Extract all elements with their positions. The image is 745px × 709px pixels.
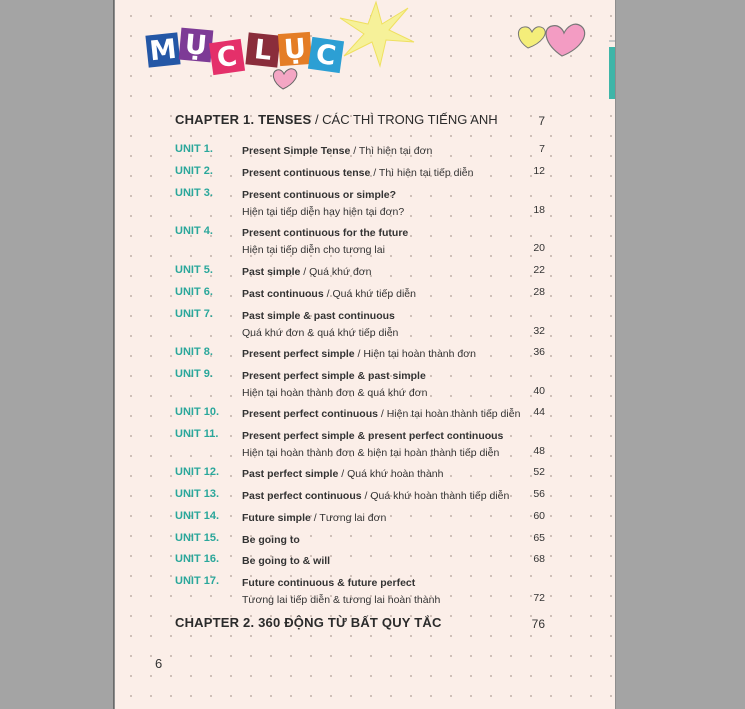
toc-entry[interactable]: UNIT 2. Present continuous tense / Thì hiện tại tiếp diễn 12 [175, 165, 545, 179]
unit-page: 48 [533, 445, 545, 457]
unit-title-en: Present continuous for the future [242, 227, 409, 239]
toc-entry[interactable]: UNIT 12. Past perfect simple / Quá khứ hoàn thành 52 [175, 466, 545, 480]
unit-title-en: Be going to [242, 534, 300, 546]
unit-page: 72 [533, 592, 545, 604]
unit-title-en: Be going to & will [242, 555, 331, 567]
title-letter: C [209, 39, 245, 75]
unit-title-vn-line2: Hiện tại hoàn thành đơn & quá khứ đơn [242, 387, 428, 399]
chapter-2-page: 76 [531, 617, 545, 631]
unit-title-vn: Quá khứ hoàn thành tiếp diễn [370, 490, 510, 502]
toc-entry[interactable]: UNIT 14. Future simple / Tương lai đơn 60 [175, 510, 545, 524]
unit-title-en: Future simple [242, 512, 311, 524]
unit-label: UNIT 10. [175, 406, 220, 418]
unit-title-en: Past perfect continuous [242, 490, 362, 502]
unit-label: UNIT 5. [175, 264, 213, 276]
unit-title-vn-line2: Tương lai tiếp diễn & tương lai hoàn thành [242, 594, 441, 606]
unit-title-vn: Quá khứ tiếp diễn [332, 288, 416, 300]
unit-title-en: Present perfect simple & present perfect continuous [242, 430, 504, 442]
unit-title-en: Present Simple Tense [242, 145, 351, 157]
unit-title-en: Past simple [242, 266, 301, 278]
unit-page: 40 [533, 385, 545, 397]
unit-label: UNIT 3. [175, 187, 213, 199]
unit-label: UNIT 11. [175, 428, 219, 440]
page-number: 6 [155, 656, 163, 671]
toc-entry[interactable]: UNIT 10. Present perfect continuous / Hiện tại hoàn thành tiếp diễn 44 [175, 406, 545, 420]
unit-page: 22 [533, 264, 545, 276]
unit-title-en: Present continuous tense [242, 167, 371, 179]
unit-title-vn: Thì hiện tại tiếp diễn [378, 167, 474, 179]
chapter-1-heading[interactable]: CHAPTER 1. TENSES / CÁC THÌ TRONG TIẾNG ANH [175, 112, 498, 127]
hearts-icon [514, 16, 590, 60]
unit-page: 18 [533, 204, 545, 216]
unit-title-en: Past continuous [242, 288, 324, 300]
toc-entry[interactable] [175, 532, 545, 549]
unit-label: UNIT 15. [175, 532, 220, 544]
unit-label: UNIT 12. [175, 466, 220, 478]
unit-page: 28 [533, 286, 545, 298]
toc-entry[interactable]: UNIT 13. Past perfect continuous / Quá khứ hoàn thành tiếp diễn 56 [175, 488, 545, 502]
unit-page: 56 [533, 488, 545, 500]
unit-label: UNIT 2. [175, 165, 213, 177]
unit-label: UNIT 8. [175, 346, 213, 358]
unit-page: 52 [533, 466, 545, 478]
unit-title-vn: Tương lai đơn [319, 512, 387, 524]
title-letter: Ụ [278, 32, 312, 66]
unit-title-en: Past perfect simple [242, 468, 339, 480]
unit-title-vn: Thì hiện tại đơn [358, 145, 433, 157]
unit-page: 60 [533, 510, 545, 522]
page-title [147, 20, 357, 80]
toc-entry[interactable] [175, 553, 545, 570]
toc-entry[interactable] [175, 428, 545, 462]
viewer-edge [113, 0, 114, 709]
toc-entry[interactable] [175, 308, 545, 342]
chapter-1-vn: CÁC THÌ TRONG TIẾNG ANH [322, 112, 498, 127]
unit-page: 12 [533, 165, 545, 177]
unit-title-vn-line2: Hiện tại hoàn thành đơn & hiện tại hoàn thành tiếp diễn [242, 447, 500, 459]
unit-page: 7 [539, 143, 545, 155]
unit-page: 68 [533, 553, 545, 565]
unit-page: 44 [533, 406, 545, 418]
unit-title-en: Past simple & past continuous [242, 310, 395, 322]
unit-title-vn: Hiện tại hoàn thành tiếp diễn [386, 408, 521, 420]
title-letter: M [145, 32, 180, 67]
chapter-2-title: CHAPTER 2. 360 ĐỘNG TỪ BẤT QUY TẮC [175, 615, 442, 630]
unit-label: UNIT 13. [175, 488, 220, 500]
toc-entry[interactable] [175, 368, 545, 402]
page-side-tab [609, 47, 615, 99]
unit-label: UNIT 4. [175, 225, 213, 237]
unit-title-en: Present perfect simple [242, 348, 355, 360]
unit-title-en: Present perfect continuous [242, 408, 378, 420]
unit-title-vn-line2: Hiện tại tiếp diễn hay hiện tại đơn? [242, 206, 405, 218]
unit-page: 20 [533, 242, 545, 254]
unit-label: UNIT 7. [175, 308, 213, 320]
unit-title-en: Present perfect simple & past simple [242, 370, 426, 382]
chapter-1-page: 7 [538, 114, 545, 128]
unit-title-vn-line2: Hiện tại tiếp diễn cho tương lai [242, 244, 385, 256]
unit-title-en: Future continuous & future perfect [242, 577, 416, 589]
unit-label: UNIT 6. [175, 286, 213, 298]
title-letter: C [308, 37, 344, 73]
unit-label: UNIT 1. [175, 143, 213, 155]
title-letter: Ụ [179, 28, 214, 63]
unit-label: UNIT 16. [175, 553, 220, 565]
toc-entry[interactable] [175, 225, 545, 259]
chapter-2-heading[interactable] [175, 615, 442, 630]
title-letter: L [245, 32, 280, 67]
unit-page: 65 [533, 532, 545, 544]
unit-label: UNIT 14. [175, 510, 220, 522]
toc-entry[interactable]: UNIT 1. Present Simple Tense / Thì hiện tại đơn 7 [175, 143, 545, 157]
toc-entry[interactable] [175, 187, 545, 221]
unit-title-vn-line2: Quá khứ đơn & quá khứ tiếp diễn [242, 327, 399, 339]
unit-label: UNIT 17. [175, 575, 220, 587]
toc-entry[interactable]: UNIT 5. Past simple / Quá khứ đơn 22 [175, 264, 545, 278]
unit-page: 32 [533, 325, 545, 337]
toc-entry[interactable] [175, 575, 545, 609]
chapter-1-title: CHAPTER 1. TENSES [175, 112, 312, 127]
unit-title-en: Present continuous or simple? [242, 189, 397, 201]
unit-label: UNIT 9. [175, 368, 213, 380]
unit-page: 36 [533, 346, 545, 358]
unit-title-vn: Quá khứ đơn [309, 266, 372, 278]
unit-title-vn: Hiện tại hoàn thành đơn [363, 348, 476, 360]
unit-title-vn: Quá khứ hoàn thành [347, 468, 444, 480]
page-tab-line [609, 40, 615, 42]
toc-entry[interactable]: UNIT 8. Present perfect simple / Hiện tại hoàn thành đơn 36 [175, 346, 545, 360]
toc-entry[interactable]: UNIT 6. Past continuous / Quá khứ tiếp diễn 28 [175, 286, 545, 300]
